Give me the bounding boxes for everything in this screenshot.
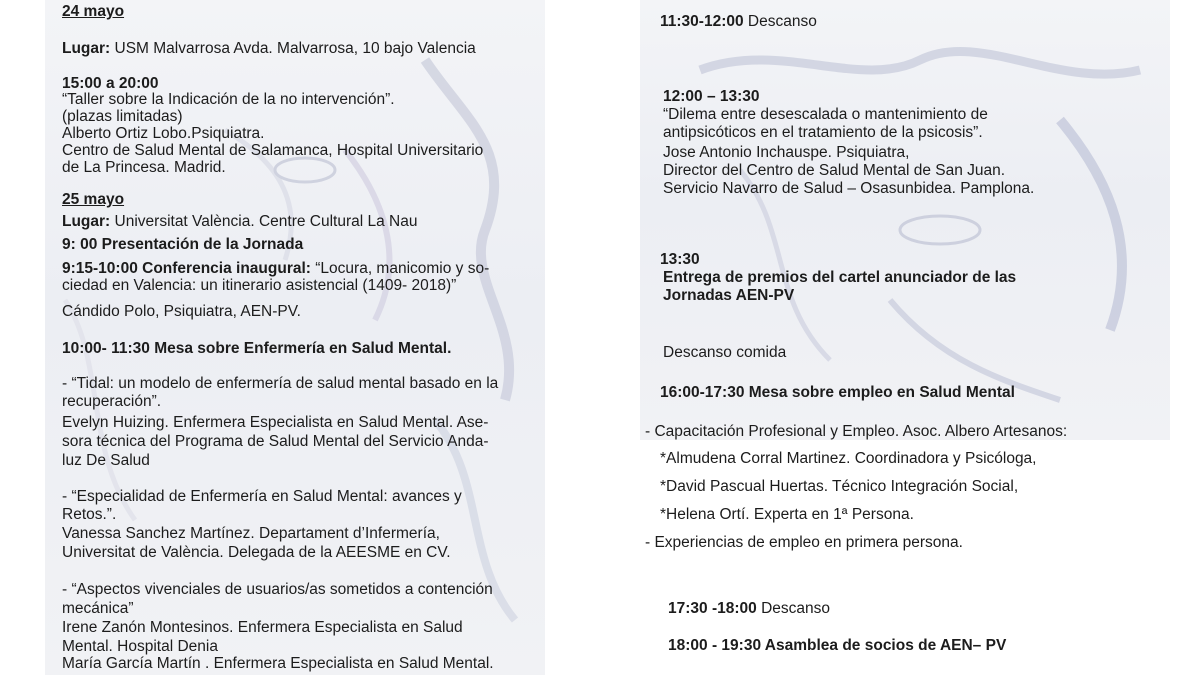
- empleo-line: *David Pascual Huertas. Técnico Integración Social,: [660, 478, 1019, 495]
- lugar-25: [62, 213, 418, 230]
- presentacion: 9: 00 Presentación de la Jornada: [62, 236, 304, 253]
- especialidad-line: - “Especialidad de Enfermería en Salud Mental: avances y: [62, 488, 462, 505]
- empleo-line: - Experiencias de empleo en primera persona.: [645, 534, 963, 551]
- taller-line: de La Princesa. Madrid.: [62, 159, 226, 176]
- aspectos-line: Irene Zanón Montesinos. Enfermera Especialista en Salud: [62, 619, 463, 636]
- dilema-line: antipsicóticos en el tratamiento de la psicosis”.: [663, 124, 983, 141]
- lugar-24: [62, 40, 476, 57]
- dilema-line: Servicio Navarro de Salud – Osasunbidea. Pamplona.: [663, 180, 1035, 197]
- premios-line: Entrega de premios del cartel anunciador de las: [663, 269, 1017, 286]
- taller-line: Alberto Ortiz Lobo.Psiquiatra.: [62, 125, 265, 142]
- date-24-heading: 24 mayo: [62, 3, 125, 20]
- conf-time: 9:15-10:00 Conferencia inaugural:: [62, 260, 311, 277]
- tidal-line: sora técnica del Programa de Salud Mental del Servicio Anda-: [62, 433, 489, 450]
- background-artwork-right: [640, 0, 1170, 440]
- aspectos-line: Mental. Hospital Denia: [62, 638, 218, 655]
- asamblea: 18:00 - 19:30 Asamblea de socios de AEN– PV: [668, 637, 1007, 654]
- taller-line: “Taller sobre la Indicación de la no intervención”.: [62, 91, 395, 108]
- dilema-line: Director del Centro de Salud Mental de San Juan.: [663, 162, 1006, 179]
- empleo-line: *Helena Ortí. Experta en 1ª Persona.: [660, 506, 914, 523]
- tidal-line: - “Tidal: un modelo de enfermería de salud mental basado en la: [62, 375, 499, 392]
- lugar-label: Lugar:: [62, 40, 111, 57]
- descanso-1-text: Descanso: [743, 13, 817, 30]
- conf-line: Cándido Polo, Psiquiatra, AEN-PV.: [62, 303, 301, 320]
- time-1500: 15:00 a 20:00: [62, 75, 159, 92]
- premios-line: Jornadas AEN-PV: [663, 287, 795, 304]
- conferencia: [62, 260, 489, 277]
- mesa-enfermeria: 10:00- 11:30 Mesa sobre Enfermería en Salud Mental.: [62, 340, 452, 357]
- taller-line: (plazas limitadas): [62, 108, 183, 125]
- dilema-line: Jose Antonio Inchauspe. Psiquiatra,: [663, 144, 910, 161]
- descanso-1-time: 11:30-12:00: [660, 13, 744, 30]
- empleo-line: - Capacitación Profesional y Empleo. Asoc. Albero Artesanos:: [645, 423, 1068, 440]
- dilema-line: “Dilema entre desescalada o mantenimiento de: [663, 106, 988, 123]
- empleo-line: *Almudena Corral Martinez. Coordinadora y Psicóloga,: [660, 450, 1037, 467]
- time-1330: 13:30: [660, 251, 700, 268]
- aspectos-line: María García Martín . Enfermera Especialista en Salud Mental.: [62, 655, 494, 672]
- tidal-line: luz De Salud: [62, 452, 150, 469]
- especialidad-line: Retos.”.: [62, 506, 117, 523]
- descanso-1: [660, 13, 817, 30]
- especialidad-line: Universitat de València. Delegada de la AEESME en CV.: [62, 544, 451, 561]
- aspectos-line: - “Aspectos vivenciales de usuarios/as sometidos a contención: [62, 581, 493, 598]
- descanso-2-time: 17:30 -18:00: [668, 600, 757, 617]
- time-1200: 12:00 – 13:30: [663, 88, 760, 105]
- conf-line: ciedad en Valencia: un itinerario asistencial (1409- 2018)”: [62, 277, 457, 294]
- taller-line: Centro de Salud Mental de Salamanca, Hospital Universitario: [62, 142, 484, 159]
- date-25-heading: 25 mayo: [62, 191, 125, 208]
- tidal-line: Evelyn Huizing. Enfermera Especialista en Salud Mental. Ase-: [62, 414, 489, 431]
- descanso-2: [668, 600, 830, 617]
- tidal-line: recuperación”.: [62, 393, 162, 410]
- lugar-24-text: USM Malvarrosa Avda. Malvarrosa, 10 bajo Valencia: [110, 40, 476, 57]
- right-program-panel: [640, 0, 1170, 440]
- conf-text: “Locura, manicomio y so-: [310, 260, 490, 277]
- mesa-empleo: 16:00-17:30 Mesa sobre empleo en Salud Mental: [660, 384, 1015, 401]
- especialidad-line: Vanessa Sanchez Martínez. Departament d’Infermería,: [62, 525, 440, 542]
- descanso-2-text: Descanso: [756, 600, 830, 617]
- aspectos-line: mecánica”: [62, 600, 134, 617]
- descanso-comida: Descanso comida: [663, 344, 787, 361]
- lugar-25-text: Universitat València. Centre Cultural La Nau: [110, 213, 418, 230]
- lugar-label: Lugar:: [62, 213, 111, 230]
